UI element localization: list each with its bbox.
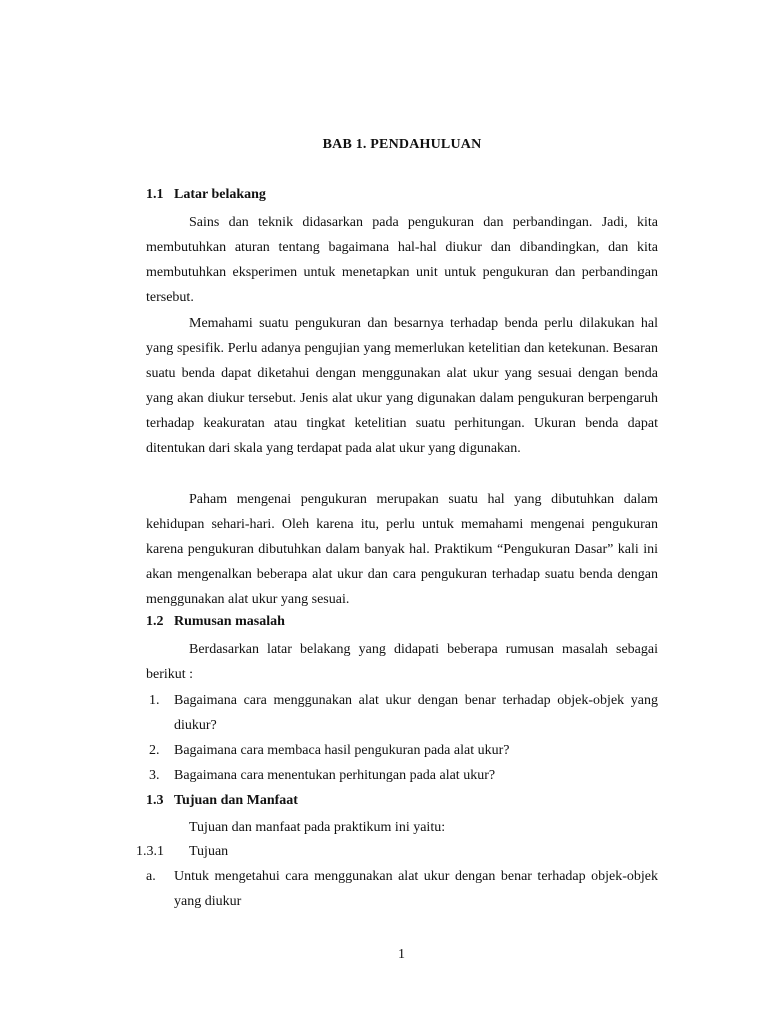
- section-number: 1.3: [146, 793, 164, 808]
- list-item: [146, 864, 658, 914]
- list-marker: a.: [146, 869, 156, 884]
- section-number: 1.2: [146, 614, 164, 629]
- list-marker: 1.: [149, 693, 160, 708]
- chapter-title: BAB 1. PENDAHULUAN: [322, 137, 482, 152]
- paragraph-latar-3: Paham mengenai pengukuran merupakan suatu hal yang dibutuhkan dalam kehidupan sehari-hari. Oleh karena itu, perlu untuk memahami mengenai pengukuran karena pengukuran dibutuhkan dalam banyak hal. Praktikum “Pengukuran Dasar” kali ini akan mengenalkan beberapa alat ukur dan cara pengukuran terhadap suatu benda dengan menggunakan alat ukur yang sesuai.: [146, 492, 658, 608]
- paragraph-rumusan-intro: Berdasarkan latar belakang yang didapati beberapa rumusan masalah sebagai berikut :: [146, 642, 658, 683]
- list-marker: 3.: [149, 768, 160, 784]
- list-marker: 2.: [149, 743, 160, 759]
- section-heading-rumusan-masalah: [146, 614, 285, 630]
- section-title: Rumusan masalah: [174, 614, 285, 629]
- section-heading-latar-belakang: [146, 187, 266, 203]
- paragraph-tujuan-intro: Tujuan dan manfaat pada praktikum ini yaitu:: [189, 820, 446, 835]
- section-number: 1.1: [146, 187, 164, 202]
- subsection-title: Tujuan: [189, 844, 229, 859]
- list-item: [146, 763, 658, 788]
- rumusan-list: [146, 688, 658, 788]
- page-number: 1: [398, 947, 405, 962]
- list-item: [146, 738, 658, 763]
- list-item-text: Untuk mengetahui cara menggunakan alat ukur dengan benar terhadap objek-objek yang diukur: [174, 869, 658, 910]
- list-item-text: Bagaimana cara menentukan perhitungan pada alat ukur?: [174, 768, 496, 784]
- list-item: [146, 688, 658, 738]
- paragraph-latar-1: Sains dan teknik didasarkan pada pengukuran dan perbandingan. Jadi, kita membutuhkan aturan tentang bagaimana hal-hal diukur dan dibandingkan, dan kita membutuhkan eksperimen untuk menetapkan unit untuk pengukuran dan perbandingan tersebut.: [146, 215, 658, 306]
- tujuan-list: [146, 864, 658, 914]
- subsection-number: 1.3.1: [136, 844, 164, 859]
- list-item-text: Bagaimana cara membaca hasil pengukuran pada alat ukur?: [174, 743, 510, 759]
- list-item-text: Bagaimana cara menggunakan alat ukur dengan benar terhadap objek-objek yang diukur?: [174, 693, 658, 734]
- section-title: Tujuan dan Manfaat: [174, 793, 298, 808]
- section-heading-tujuan-manfaat: [146, 793, 298, 809]
- subsection-heading-tujuan: [136, 844, 228, 860]
- section-title: Latar belakang: [174, 187, 266, 202]
- paragraph-latar-2: Memahami suatu pengukuran dan besarnya terhadap benda perlu dilakukan hal yang spesifik. Perlu adanya pengujian yang memerlukan ketelitian dan ketekunan. Besaran suatu benda dapat diketahui dengan menggunakan alat ukur yang sesuai dengan benda yang akan diukur tersebut. Jenis alat ukur yang digunakan dalam pengukuran berpengaruh terhadap keakuratan atau tingkat ketelitian suatu perhitungan. Ukuran benda dapat ditentukan dari skala yang terdapat pada alat ukur yang digunakan.: [146, 316, 658, 457]
